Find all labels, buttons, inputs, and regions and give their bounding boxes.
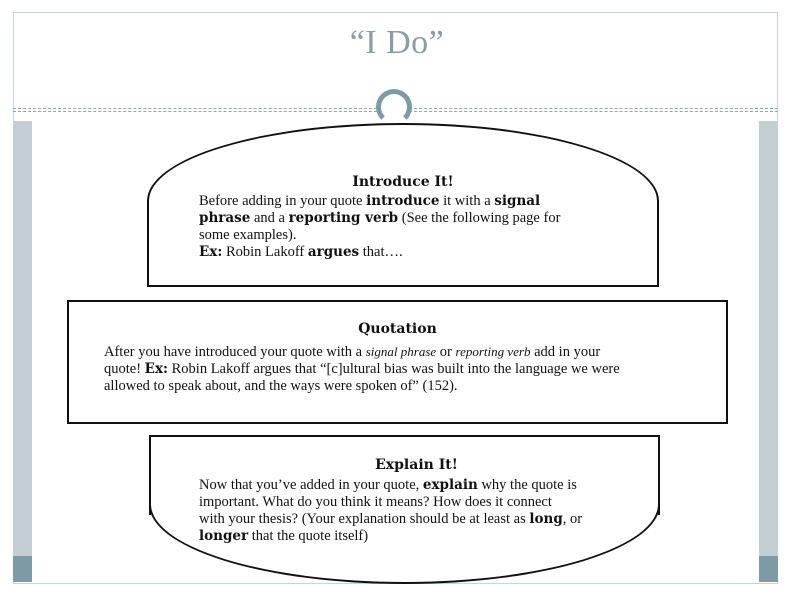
introduce-text (199, 193, 649, 261)
explain-text (199, 477, 649, 545)
text-span: or (436, 344, 456, 360)
text-span: argues (307, 244, 360, 260)
text-span: add in your (530, 344, 601, 360)
text-span: Now that you’ve added in your quote, (199, 477, 423, 493)
text-span: it with a (439, 193, 495, 209)
quotation-text (104, 343, 714, 395)
text-span: with your thesis? (Your explanation should be at least as (199, 511, 530, 527)
text-span: long (529, 511, 563, 527)
quotation-line-3: allowed to speak about, and the ways were spoken of” (152). (104, 378, 458, 394)
arc-ornament-icon (376, 89, 412, 125)
left-side-bar (13, 121, 32, 582)
text-span: Ex: (144, 361, 168, 377)
quotation-line-2 (104, 361, 714, 378)
introduce-line-3: some examples). (199, 227, 297, 243)
left-side-cap (13, 556, 32, 582)
text-span: , or (562, 511, 583, 527)
quotation-heading: Quotation (358, 321, 437, 337)
text-span: reporting verb (288, 210, 399, 226)
explain-line-2: important. What do you think it means? How does it connect (199, 494, 552, 510)
text-span: Ex: (199, 244, 223, 260)
text-span: signal phrase (365, 344, 437, 359)
text-span: phrase (199, 210, 251, 226)
explain-heading: Explain It! (375, 457, 458, 473)
right-side-bar (759, 121, 778, 582)
text-span: reporting verb (455, 344, 531, 359)
text-span: signal (494, 193, 541, 209)
right-side-cap (759, 556, 778, 582)
text-span: why the quote is (477, 477, 577, 493)
text-span: Robin Lakoff argues that “[c]ultural bias was built into the language we were (168, 361, 620, 377)
explain-line-1 (199, 477, 649, 494)
introduce-line-2 (199, 210, 649, 227)
text-span: Before adding in your quote (199, 193, 367, 209)
slide-title: “I Do” (349, 24, 445, 61)
text-span: introduce (366, 193, 440, 209)
text-span: After you have introduced your quote with a (104, 344, 366, 360)
text-span: explain (422, 477, 478, 493)
explain-line-3 (199, 511, 649, 528)
introduce-heading: Introduce It! (352, 174, 454, 190)
text-span: that…. (359, 244, 403, 260)
explain-line-4 (199, 528, 649, 545)
quotation-line-1 (104, 343, 714, 361)
introduce-line-1 (199, 193, 649, 210)
text-span: Robin Lakoff (222, 244, 308, 260)
text-span: longer (199, 528, 249, 544)
introduce-example (199, 244, 649, 261)
text-span: that the quote itself) (248, 528, 369, 544)
text-span: and a (250, 210, 289, 226)
text-span: quote! (104, 361, 145, 377)
text-span: (See the following page for (398, 210, 561, 226)
